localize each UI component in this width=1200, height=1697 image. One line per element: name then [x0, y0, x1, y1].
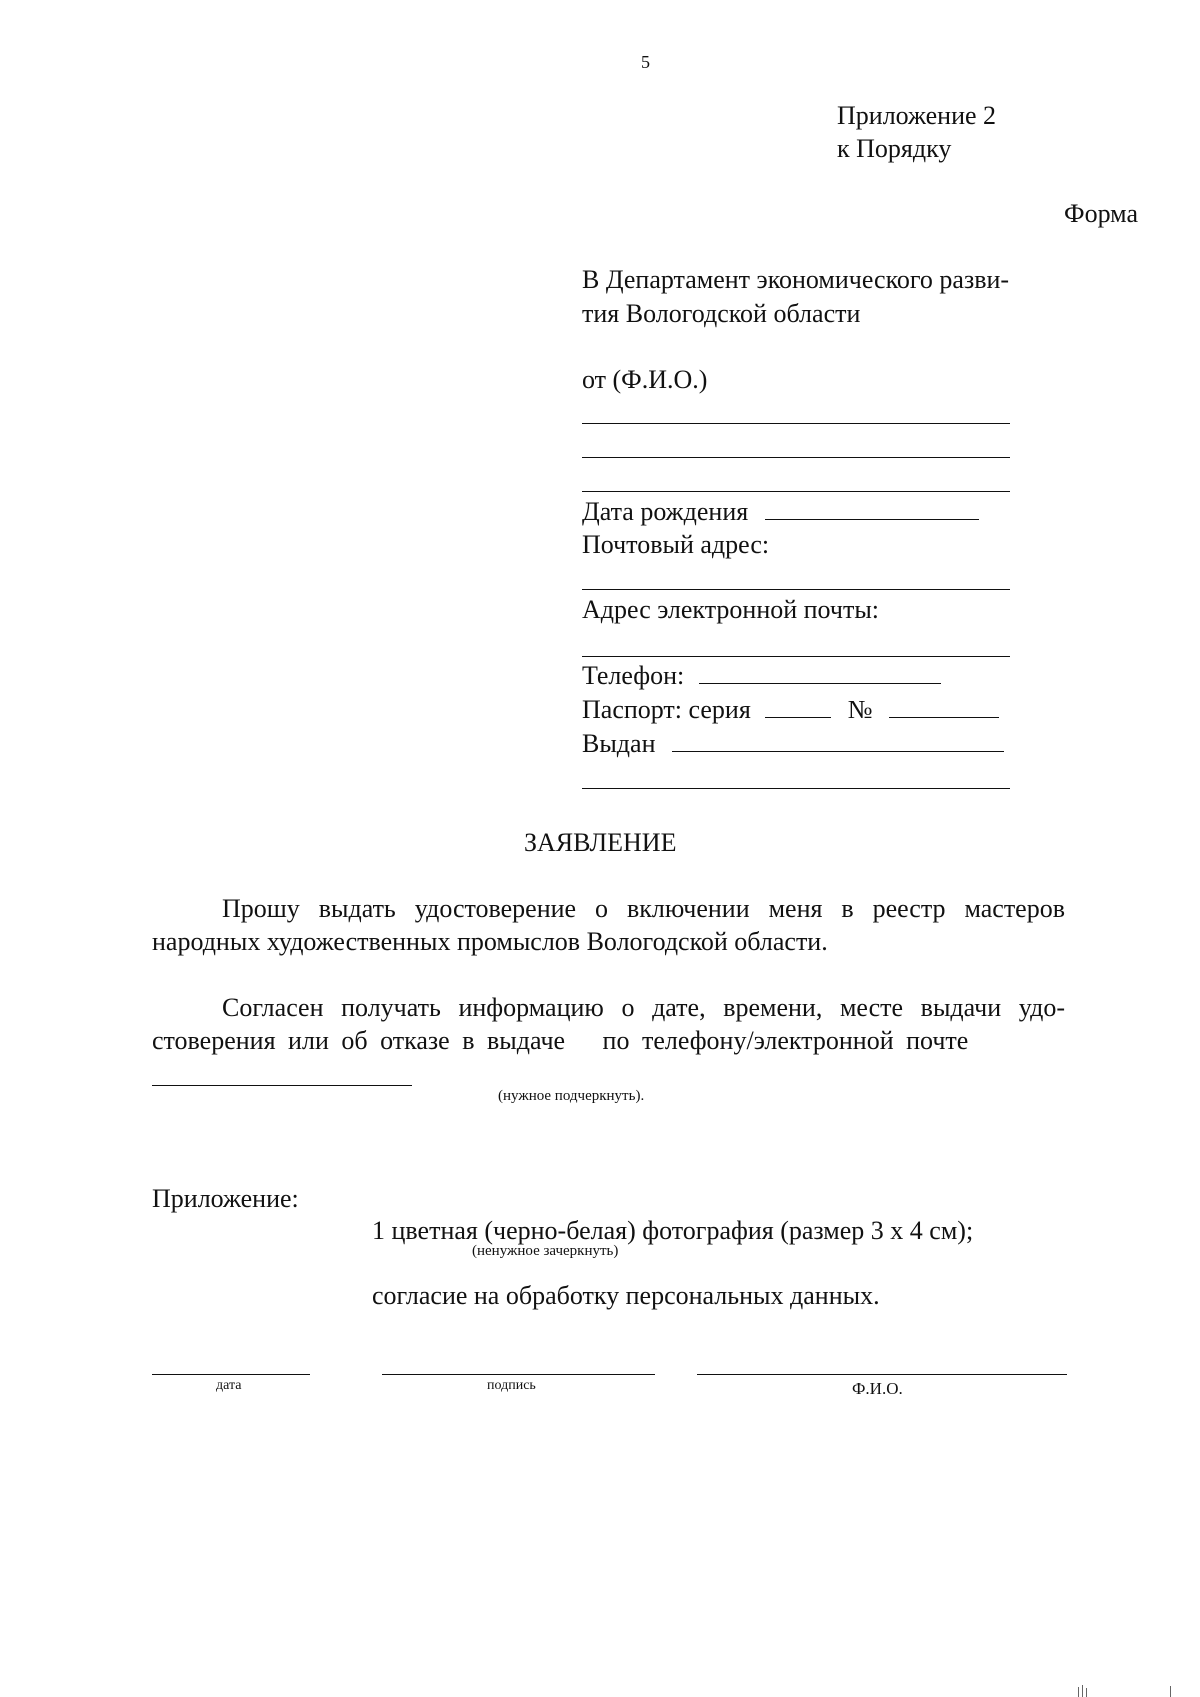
- name-caption: Ф.И.О.: [852, 1379, 903, 1398]
- postal-address-field[interactable]: [582, 589, 1010, 590]
- passport-number-label: №: [847, 695, 873, 724]
- birth-date-label: Дата рождения: [582, 497, 749, 526]
- postal-address-label: Почтовый адрес:: [582, 530, 770, 559]
- page-number: 5: [641, 52, 650, 72]
- issued-row: [582, 728, 1004, 760]
- email-field[interactable]: [582, 656, 1010, 657]
- attachment-item-2: согласие на обработку персональных данных.: [372, 1281, 880, 1310]
- statement-para2-line1: Согласен получать информацию о дате, времени, месте выдачи удо-: [222, 993, 1065, 1022]
- statement-para1-line2: народных художественных промыслов Вологодской области.: [152, 927, 828, 956]
- scan-mark: [1086, 1688, 1087, 1697]
- statement-title: ЗАЯВЛЕНИЕ: [524, 828, 677, 857]
- birth-date-row: [582, 496, 979, 528]
- issued-label: Выдан: [582, 729, 656, 758]
- date-caption: дата: [216, 1378, 242, 1393]
- name-signature-line[interactable]: [697, 1374, 1067, 1375]
- phone-field[interactable]: [699, 661, 941, 684]
- passport-series-label: Паспорт: серия: [582, 695, 751, 724]
- appendix-line-1: Приложение 2: [837, 101, 997, 130]
- issued-field-continuation[interactable]: [582, 788, 1010, 789]
- scan-mark: [1082, 1685, 1083, 1697]
- date-signature-line[interactable]: [152, 1374, 310, 1375]
- scan-mark: [1170, 1686, 1171, 1697]
- name-blank-line-3[interactable]: [582, 491, 1010, 492]
- signature-caption: подпись: [487, 1378, 536, 1393]
- attachments-label: Приложение:: [152, 1184, 299, 1213]
- passport-number-field[interactable]: [889, 695, 999, 718]
- addressee-line-2: тия Вологодской области: [582, 299, 861, 328]
- statement-para1-line1: Прошу выдать удостоверение о включении меня в реестр мастеров: [222, 894, 1065, 923]
- birth-date-field[interactable]: [765, 497, 979, 520]
- phone-label: Телефон:: [582, 661, 685, 690]
- phone-row: [582, 660, 941, 692]
- appendix-line-2: к Порядку: [837, 134, 952, 163]
- name-blank-line-1[interactable]: [582, 423, 1010, 424]
- form-label: Форма: [1064, 199, 1138, 228]
- name-blank-line-2[interactable]: [582, 457, 1010, 458]
- contact-blank[interactable]: [152, 1085, 412, 1086]
- from-label: от (Ф.И.О.): [582, 365, 708, 394]
- signature-line[interactable]: [382, 1374, 655, 1375]
- passport-series-field[interactable]: [765, 695, 831, 718]
- scan-mark: [1078, 1687, 1079, 1697]
- attachment-item-1: 1 цветная (черно-белая) фотография (размер 3 х 4 см);: [372, 1216, 974, 1245]
- attachment-item-1-note: (ненужное зачеркнуть): [472, 1243, 619, 1259]
- passport-row: [582, 694, 999, 726]
- addressee-line-1: В Департамент экономического разви-: [582, 265, 1010, 294]
- email-label: Адрес электронной почты:: [582, 595, 880, 624]
- statement-para2-line2: стоверения или об отказе в выдаче по телефону/электронной почте: [152, 1026, 969, 1055]
- underline-note: (нужное подчеркнуть).: [498, 1088, 645, 1104]
- issued-field[interactable]: [672, 729, 1004, 752]
